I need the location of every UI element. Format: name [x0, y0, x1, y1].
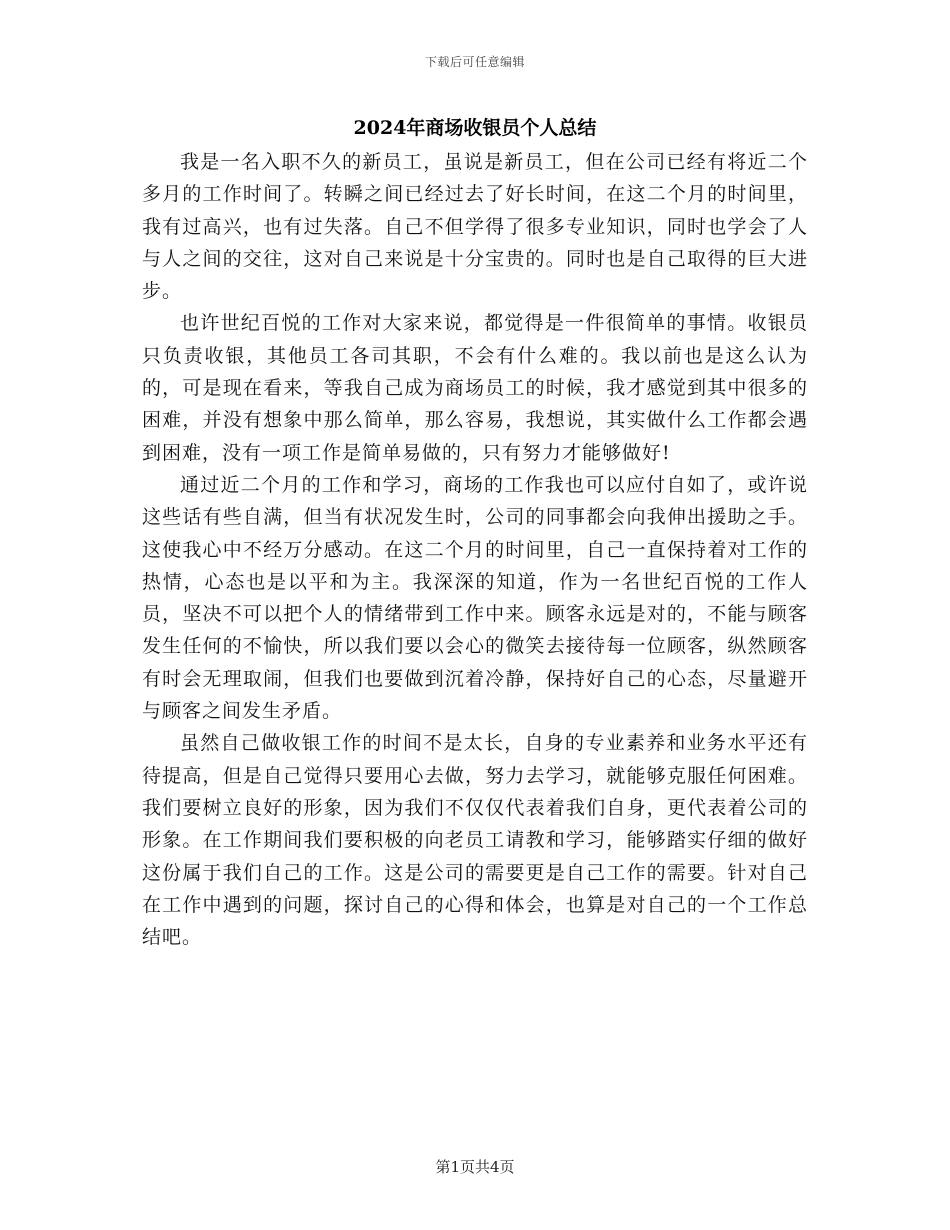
page-number: 第1页共4页	[435, 1158, 515, 1176]
paragraph-4: 虽然自己做收银工作的时间不是太长，自身的专业素养和业务水平还有待提高，但是自己觉得只要用心去做，努力去学习，就能够克服任何困难。我们要树立良好的形象，因为我们不仅仅代表着我们自身，更代表着公司的形象。在工作期间我们要积极的向老员工请教和学习，能够踏实仔细的做好这份属于我们自己的工作。这是公司的需要更是自己工作的需要。针对自己在工作中遇到的问题，探讨自己的心得和体会，也算是对自己的一个工作总结吧。	[142, 732, 808, 949]
document-body	[142, 146, 808, 953]
header-note: 下载后可任意编辑	[424, 55, 525, 69]
paragraph-1: 我是一名入职不久的新员工，虽说是新员工，但在公司已经有将近二个多月的工作时间了。转瞬之间已经过去了好长时间，在这二个月的时间里，我有过高兴，也有过失落。自己不但学得了很多专业知识，同时也学会了人与人之间的交往，这对自己来说是十分宝贵的。同时也是自己取得的巨大进步。	[142, 151, 808, 303]
paragraph-2: 也许世纪百悦的工作对大家来说，都觉得是一件很简单的事情。收银员只负责收银，其他员工各司其职，不会有什么难的。我以前也是这么认为的，可是现在看来，等我自己成为商场员工的时候，我才感觉到其中很多的困难，并没有想象中那么简单，那么容易，我想说，其实做什么工作都会遇到困难，没有一项工作是简单易做的，只有努力才能够做好!	[142, 312, 808, 464]
paragraph-3: 通过近二个月的工作和学习，商场的工作我也可以应付自如了，或许说这些话有些自满，但当有状况发生时，公司的同事都会向我伸出援助之手。这使我心中不经万分感动。在这二个月的时间里，自己一直保持着对工作的热情，心态也是以平和为主。我深深的知道，作为一名世纪百悦的工作人员，坚决不可以把个人的情绪带到工作中来。顾客永远是对的，不能与顾客发生任何的不愉快，所以我们要以会心的微笑去接待每一位顾客，纵然顾客有时会无理取闹，但我们也要做到沉着冷静，保持好自己的心态，尽量避开与顾客之间发生矛盾。	[142, 473, 808, 723]
document-title: 2024年商场收银员个人总结	[353, 117, 597, 139]
